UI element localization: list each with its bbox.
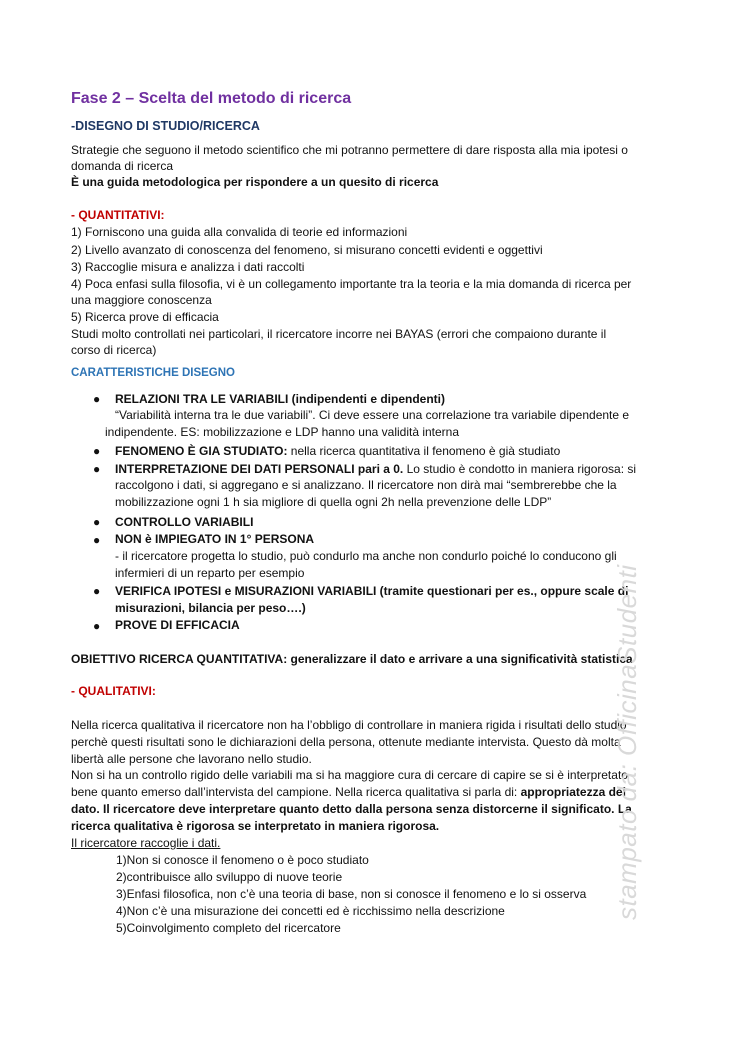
qual-paragraph-line: ricerca qualitativa è rigorosa se interpretato in maniera rigorosa. — [71, 819, 440, 833]
obiettivo-line: OBIETTIVO RICERCA QUANTITATIVA: generalizzare il dato e arrivare a una significatività statistica — [71, 652, 633, 666]
bullet-icon: ● — [93, 462, 101, 476]
heading-qualitativi: - QUALITATIVI: — [71, 684, 156, 698]
bullet-icon: ● — [93, 444, 101, 458]
watermark-text: stampato da: OfficinaStudenti — [612, 564, 642, 920]
intro-bold-line: È una guida metodologica per rispondere a un quesito di ricerca — [71, 175, 439, 189]
qual-item: 2)contribuisce allo sviluppo di nuove teorie — [116, 870, 343, 884]
bullet-interpretazione-line: raccolgono i dati, si aggregano e si analizzano. Il ricercatore non dirà mai “sembrerebbe che la — [115, 478, 617, 492]
quant-item: 2) Livello avanzato di conoscenza del fenomeno, si misurano concetti evidenti e oggettivi — [71, 243, 543, 257]
bullet-verifica: VERIFICA IPOTESI e MISURAZIONI VARIABILI (tramite questionari per es., oppure scale di — [115, 584, 629, 598]
bullet-icon: ● — [93, 392, 101, 406]
page-title: Fase 2 – Scelta del metodo di ricerca — [71, 90, 352, 107]
quant-item: 5) Ricerca prove di efficacia — [71, 310, 219, 324]
bullet-icon: ● — [93, 584, 101, 598]
bullet-interpretazione: INTERPRETAZIONE DEI DATI PERSONALI pari a 0. Lo studio è condotto in maniera rigorosa: si — [115, 462, 637, 476]
bullet-icon: ● — [93, 619, 101, 633]
qual-underlined-line: Il ricercatore raccoglie i dati. — [71, 836, 221, 850]
bullet-non-impiegato: NON è IMPIEGATO IN 1° PERSONA — [115, 532, 315, 546]
qual-item: 1)Non si conosce il fenomeno o è poco studiato — [116, 853, 369, 867]
heading-caratteristiche: CARATTERISTICHE DISEGNO — [71, 367, 235, 379]
bullet-verifica-line: misurazioni, bilancia per peso….) — [115, 601, 306, 615]
bullet-interpretazione-line: mobilizzazione ogni 1 h sia migliore di quella ogni 2h nella prevenzione delle LDP” — [115, 495, 552, 509]
intro-line-2: domanda di ricerca — [71, 159, 174, 173]
qual-item: 4)Non c’è una misurazione dei concetti ed è ricchissimo nella descrizione — [116, 904, 505, 918]
section-heading-disegno: -DISEGNO DI STUDIO/RICERCA — [71, 119, 260, 133]
bullet-relazioni-line: “Variabilità interna tra le due variabili”. Ci deve essere una correlazione tra variabile dipendente e — [115, 408, 630, 422]
heading-quantitativi: - QUANTITATIVI: — [71, 208, 165, 222]
quant-item: una maggiore conoscenza — [71, 293, 212, 307]
bullet-prove: PROVE DI EFFICACIA — [115, 618, 240, 632]
quant-item: 1) Forniscono una guida alla convalida di teorie ed informazioni — [71, 225, 408, 239]
qual-paragraph-line: libertà alle persone che lavorano nello studio. — [71, 752, 312, 766]
bullet-non-impiegato-line: - il ricercatore progetta lo studio, può condurlo ma anche non condurlo poiché lo conducono gli — [115, 549, 617, 563]
qual-paragraph-line: Nella ricerca qualitativa il ricercatore non ha l’obbligo di controllare in maniera rigida i risultati dello studio — [71, 718, 627, 732]
bullet-relazioni-line: indipendente. ES: mobilizzazione e LDP hanno una validità interna — [105, 425, 460, 439]
bullet-icon: ● — [93, 515, 101, 529]
quant-item: 4) Poca enfasi sulla filosofia, vi è un collegamento importante tra la teoria e la mia domanda di ricerca per — [71, 277, 632, 291]
quant-item: Studi molto controllati nei particolari, il ricercatore incorre nei BAYAS (errori che compaiono durante il — [71, 327, 607, 341]
quant-item: 3) Raccoglie misura e analizza i dati raccolti — [71, 260, 305, 274]
bullet-non-impiegato-line: infermieri di un reparto per esempio — [115, 566, 305, 580]
qual-item: 5)Coinvolgimento completo del ricercatore — [116, 921, 341, 935]
intro-line-1: Strategie che seguono il metodo scientifico che mi potranno permettere di dare risposta alla mia ipotesi o — [71, 143, 628, 157]
quant-item: corso di ricerca) — [71, 343, 157, 357]
qual-item: 3)Enfasi filosofica, non c’è una teoria di base, non si conosce il fenomeno e lo si osserva — [116, 887, 587, 901]
bullet-relazioni-title: RELAZIONI TRA LE VARIABILI (indipendenti e dipendenti) — [115, 392, 445, 406]
qual-paragraph-line: bene quanto emerso dall’intervista del campione. Nella ricerca qualitativa si parla di: appropriatezza del — [71, 785, 626, 799]
qual-paragraph-line: perchè questi risultati sono le dichiarazioni della persona, ottenute mediante intervista. Questo dà molta — [71, 735, 621, 749]
qual-paragraph-line: dato. Il ricercatore deve interpretare quanto detto dalla persona senza distorcerne il significato. La — [71, 802, 632, 816]
bullet-controllo: CONTROLLO VARIABILI — [115, 515, 254, 529]
bullet-fenomeno: FENOMENO È GIA STUDIATO: nella ricerca quantitativa il fenomeno è già studiato — [115, 444, 561, 458]
qual-paragraph-line: Non si ha un controllo rigido delle variabili ma si ha maggiore cura di cercare di capire se si è interpretato — [71, 768, 628, 782]
bullet-icon: ● — [93, 533, 101, 547]
